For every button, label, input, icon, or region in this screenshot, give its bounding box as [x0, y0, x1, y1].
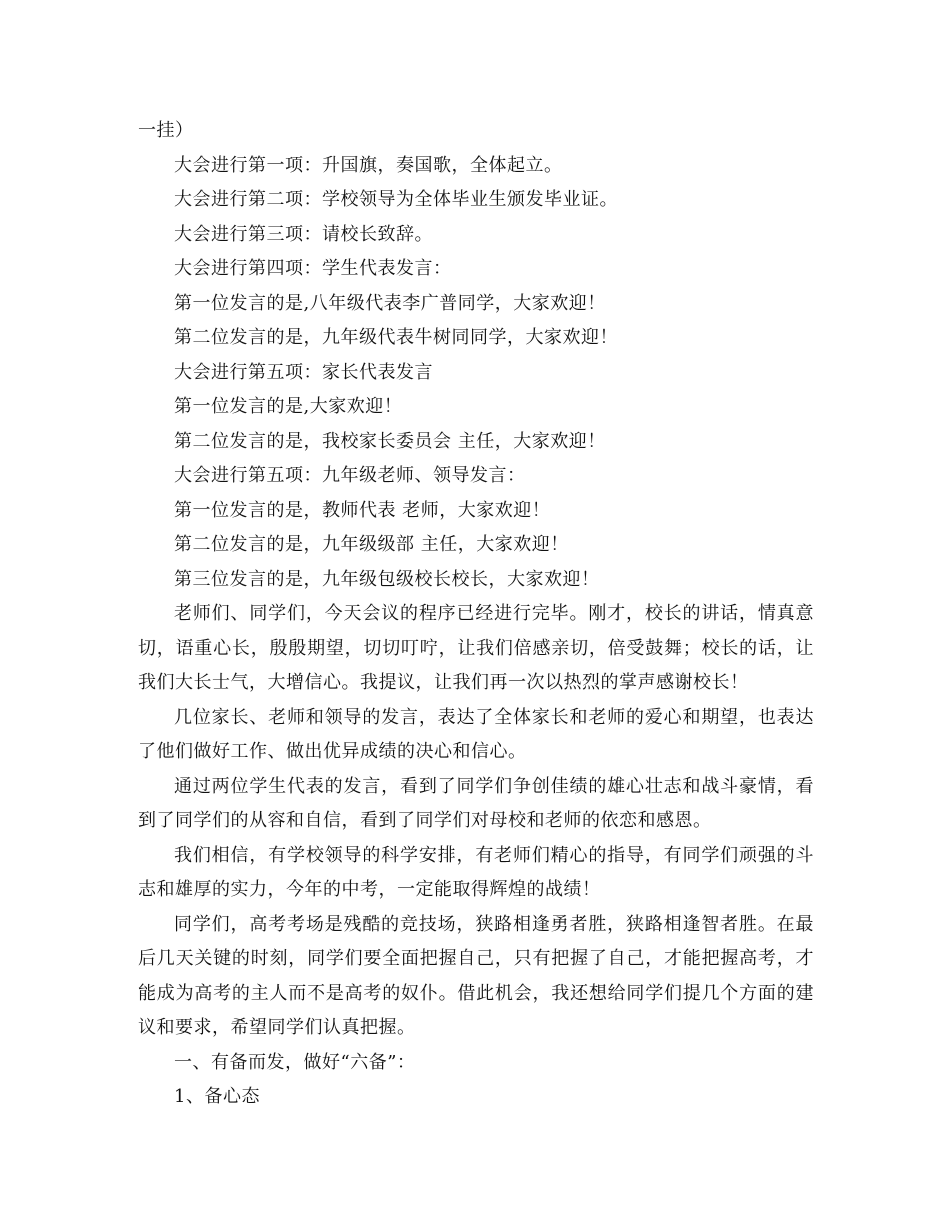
paragraph-closing-students: 通过两位学生代表的发言，看到了同学们争创佳绩的雄心壮志和战斗豪情，看到了同学们的从容和自信，看到了同学们对母校和老师的依恋和感恩。: [138, 775, 814, 831]
paragraph-agenda-item-2: 大会进行第二项：学校领导为全体毕业生颁发毕业证。: [174, 189, 618, 210]
paragraph-teacher-speaker-1: 第一位发言的是，教师代表 老师，大家欢迎！: [174, 499, 551, 521]
paragraph-parent-speaker-1: 第一位发言的是,大家欢迎！: [174, 396, 403, 417]
paragraph-confidence: 我们相信，有学校领导的科学安排，有老师们精心的指导，有同学们顽强的斗志和雄厚的实力，今年的中考，一定能取得辉煌的战绩！: [138, 844, 814, 900]
paragraph-subsection-heading: 1、备心态: [174, 1086, 260, 1107]
paragraph-exam-advice: 同学们，高考考场是残酷的竞技场，狭路相逢勇者胜，狭路相逢智者胜。在最后几天关键的时刻，同学们要全面把握自己，只有把握了自己，才能把握高考，才能成为高考的主人而不是高考的奴仆。借此机会，我还想给同学们提几个方面的建议和要求，希望同学们认真把握。: [138, 913, 814, 1038]
document-body: [138, 114, 814, 1115]
paragraph-agenda-item-1: 大会进行第一项：升国旗，奏国歌，全体起立。: [174, 154, 563, 176]
paragraph-teacher-speaker-3: 第三位发言的是，九年级包级校长校长，大家欢迎！: [174, 568, 600, 590]
paragraph-agenda-item-3: 大会进行第三项：请校长致辞。: [174, 223, 433, 245]
paragraph-teacher-speaker-2: 第二位发言的是，九年级级部 主任，大家欢迎！: [174, 534, 569, 555]
paragraph-agenda-item-4: 大会进行第四项：学生代表发言：: [174, 258, 452, 279]
paragraph-continuation: 一挂）: [138, 120, 194, 141]
paragraph-student-speaker-2: 第二位发言的是，九年级代表牛树同同学，大家欢迎！: [174, 327, 618, 348]
paragraph-section-heading: 一、有备而发，做好“六备”：: [174, 1051, 416, 1073]
paragraph-student-speaker-1: 第一位发言的是,八年级代表李广普同学，大家欢迎！: [174, 292, 606, 314]
paragraph-agenda-item-5: 大会进行第五项：家长代表发言: [174, 361, 433, 383]
paragraph-agenda-item-6: 大会进行第五项：九年级老师、领导发言：: [174, 465, 526, 486]
paragraph-parent-speaker-2: 第二位发言的是，我校家长委员会 主任，大家欢迎！: [174, 430, 606, 452]
paragraph-closing-principal: 老师们、同学们，今天会议的程序已经进行完毕。刚才，校长的讲话，情真意切，语重心长，殷殷期望，切切叮咛，让我们倍感亲切，倍受鼓舞；校长的话，让我们大长士气，大增信心。我提议，让我们再一次以热烈的掌声感谢校长！: [138, 603, 814, 693]
paragraph-closing-parents-teachers: 几位家长、老师和领导的发言，表达了全体家长和老师的爱心和期望，也表达了他们做好工作、做出优异成绩的决心和信心。: [138, 706, 814, 762]
